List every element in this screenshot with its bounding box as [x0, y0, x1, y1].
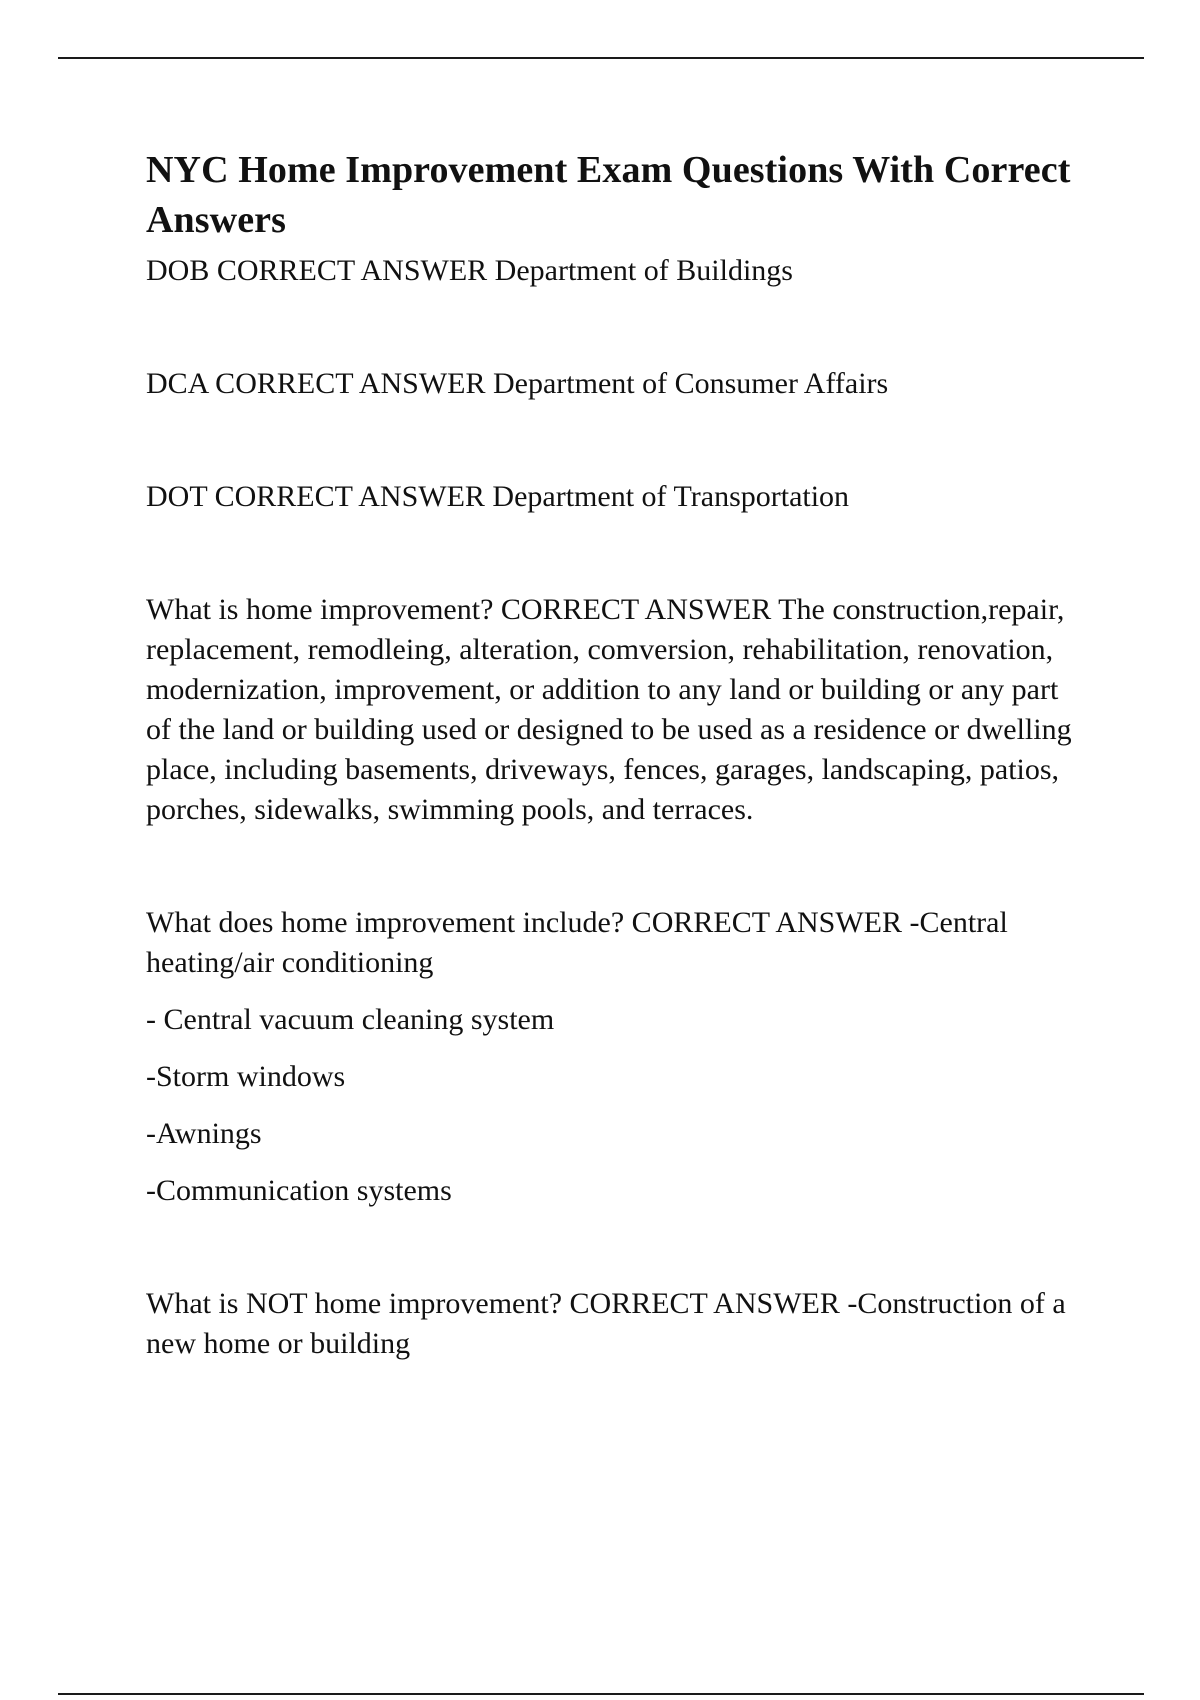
bottom-divider [58, 1693, 1144, 1695]
top-divider [58, 57, 1144, 59]
entry-dob: DOB CORRECT ANSWER Department of Buildings [146, 254, 793, 287]
list-item: -Communication systems [146, 1174, 452, 1207]
entry-dot: DOT CORRECT ANSWER Department of Transportation [146, 480, 850, 513]
list-item: -Awnings [146, 1117, 262, 1150]
entry-what-includes: What does home improvement include? CORRECT ANSWER -Central heating/air conditioning [146, 906, 1008, 979]
list-item: -Storm windows [146, 1060, 346, 1093]
entry-what-is-home-improvement: What is home improvement? CORRECT ANSWER The construction,repair, replacement, remodleing, alteration, comversion, rehabilitation, renovation, modernization, improvement, or addition to any land or building or any part of the land or building used or designed to be used as a residence or dwelling place, including basements, driveways, fences, garages, landscaping, patios, porches, sidewalks, swimming pools, and terraces. [146, 593, 1072, 826]
list-item: - Central vacuum cleaning system [146, 1003, 555, 1036]
document-body [146, 145, 1086, 1364]
entry-dca: DCA CORRECT ANSWER Department of Consumer Affairs [146, 367, 889, 400]
document-title: NYC Home Improvement Exam Questions With Correct Answers [146, 149, 1071, 241]
entry-what-is-not: What is NOT home improvement? CORRECT ANSWER -Construction of a new home or building [146, 1287, 1066, 1360]
